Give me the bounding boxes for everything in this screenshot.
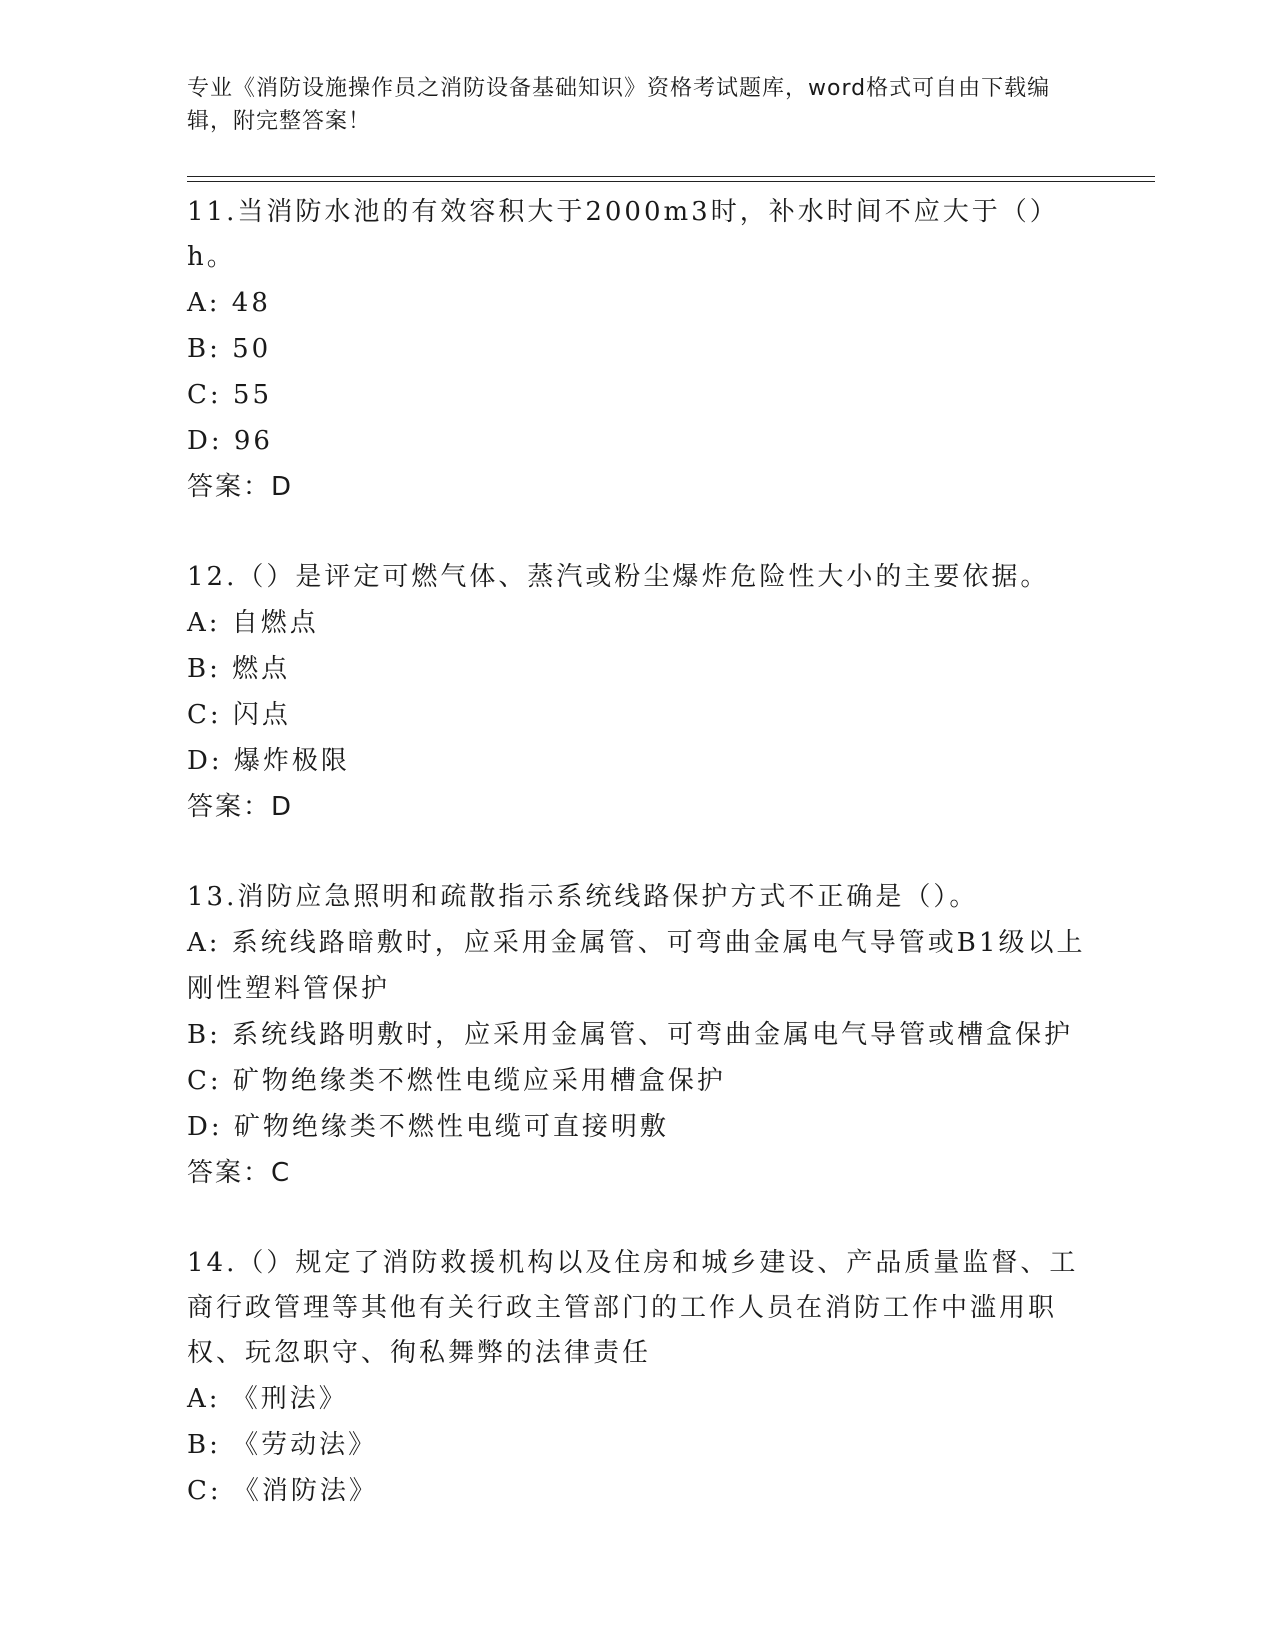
option-b: B: 《劳动法》 [187,1430,378,1460]
document-header: 专业《消防设施操作员之消防设备基础知识》资格考试题库，word格式可自由下载编辑，附完整答案！ [187,76,1051,134]
option-b: B: 50 [187,334,272,364]
answer-label: 答案：D [187,472,294,502]
header-rule-top [187,176,1155,177]
question-stem: 12.（）是评定可燃气体、蒸汽或粉尘爆炸危险性大小的主要依据。 [187,562,1050,592]
option-a: A: 48 [187,288,271,318]
option-c: C: 闪点 [187,700,291,730]
option-c: C: 55 [187,380,273,410]
answer-label: 答案：D [187,792,294,822]
question-12 [187,555,1087,830]
option-c: C: 矿物绝缘类不燃性电缆应采用槽盒保护 [187,1066,726,1096]
question-stem: 14.（）规定了消防救援机构以及住房和城乡建设、产品质量监督、工商行政管理等其他有关行政主管部门的工作人员在消防工作中滥用职权、玩忽职守、徇私舞弊的法律责任 [187,1248,1079,1368]
option-d: D: 96 [187,426,273,456]
option-a: A: 系统线路暗敷时，应采用金属管、可弯曲金属电气导管或B1级以上刚性塑料管保护 [187,928,1086,1004]
question-stem: 13.消防应急照明和疏散指示系统线路保护方式不正确是（）。 [187,882,979,912]
header-rule-bottom [187,181,1155,182]
answer-label: 答案：C [187,1158,292,1188]
option-a: A: 自燃点 [187,608,319,638]
question-list [187,190,1087,1559]
question-11 [187,190,1087,510]
option-c: C: 《消防法》 [187,1476,378,1506]
option-b: B: 系统线路明敷时，应采用金属管、可弯曲金属电气导管或槽盒保护 [187,1020,1074,1050]
option-d: D: 矿物绝缘类不燃性电缆可直接明敷 [187,1112,669,1142]
option-b: B: 燃点 [187,654,291,684]
question-14 [187,1241,1087,1514]
question-stem: 11.当消防水池的有效容积大于2000m3时，补水时间不应大于（）h。 [187,197,1059,272]
question-13 [187,875,1087,1196]
option-d: D: 爆炸极限 [187,746,350,776]
option-a: A: 《刑法》 [187,1384,348,1414]
